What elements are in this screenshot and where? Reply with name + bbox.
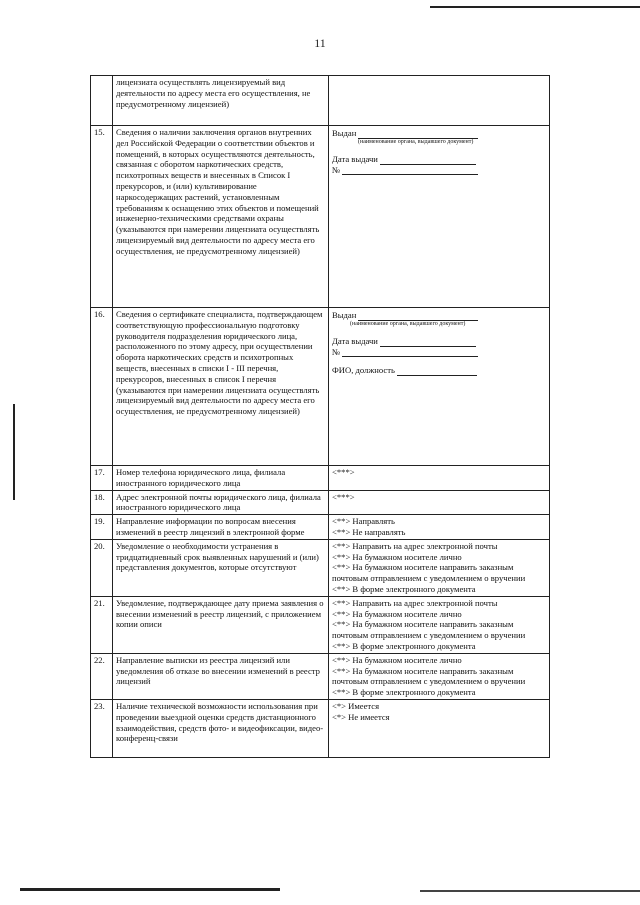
table-row [91,490,550,515]
row-description: Направление выписки из реестра лицензий или уведомления об отказе во внесении изменений в реестр лицензий [113,653,329,699]
document-number-field[interactable] [342,166,478,175]
row-number: 22. [91,653,113,699]
row-number: 17. [91,466,113,491]
issued-by-field[interactable] [358,312,478,321]
option-paper-registered-mail[interactable]: <**> На бумажном носителе направить заказным почтовым отправлением с уведомлением о вручении [332,665,526,687]
scan-edge-mark-top [430,6,640,8]
issued-by-note: (наименование органа, выдавшего документ) [350,320,466,327]
option-group [329,539,550,596]
row-number: 19. [91,515,113,540]
option-not-available[interactable]: <*> Не имеется [332,711,390,722]
document-number-field[interactable] [342,348,478,357]
option-group [329,699,550,757]
row-number [91,76,113,126]
option-group [329,653,550,699]
table-row [91,699,550,757]
table-row [91,515,550,540]
issue-date-label: Дата выдачи [332,335,378,346]
phone-field[interactable]: <***> [329,466,550,491]
fio-position-field[interactable] [397,367,477,376]
option-email[interactable]: <**> Направить на адрес электронной почты [332,540,498,551]
issued-by-label: Выдан [332,310,357,320]
row-number: 21. [91,596,113,653]
scan-edge-mark-left [13,404,15,500]
table-row [91,126,550,308]
row-description: Уведомление, подтверждающее дату приема заявления о внесении изменений в реестр лицензий, с приложением копии описи [113,596,329,653]
issue-date-field[interactable] [380,338,476,347]
row-description: Сведения о наличии заключения органов внутренних дел Российской Федерации о соответствии объектов и помещений, в которых осуществляются деятельность, связанная с оборотом наркотических средств, психотропных веществ и внесенных в Список I прекурсоров, и (или) культивирование наркосодержащих растений, установленным требованиям к оснащению этих объектов и помещений инженерно-техническими средствами охраны (указываются при намерении лицензиата осуществлять лицензируемый вид деятельности по адресу места его осуществления, не предусмотренному лицензией) [113,126,329,308]
number-label: № [332,164,341,175]
issued-by-note: (наименование органа, выдавшего документ) [358,138,474,145]
application-form-table [90,75,550,758]
row-value-empty[interactable] [329,76,550,126]
row-number: 16. [91,308,113,466]
option-paper-in-person[interactable]: <**> На бумажном носителе лично [332,608,462,619]
issued-by-field[interactable] [358,130,478,139]
row-number: 18. [91,490,113,515]
row-number: 15. [91,126,113,308]
page-number: 11 [314,36,326,50]
option-paper-registered-mail[interactable]: <**> На бумажном носителе направить заказным почтовым отправлением с уведомлением о вручении [332,619,526,641]
table-row [91,596,550,653]
email-field[interactable]: <***> [329,490,550,515]
table-row [91,308,550,466]
option-paper-in-person[interactable]: <**> На бумажном носителе лично [332,551,462,562]
table-row [91,539,550,596]
number-label: № [332,346,341,357]
row-description: Адрес электронной почты юридического лица, филиала иностранного юридического лица [113,490,329,515]
certificate-fields [329,126,550,308]
option-do-not-send[interactable]: <**> Не направлять [332,526,406,537]
row-description: Номер телефона юридического лица, филиала иностранного юридического лица [113,466,329,491]
option-send[interactable]: <**> Направлять [332,516,395,527]
specialist-certificate-fields [329,308,550,466]
issued-by-label: Выдан [332,128,357,138]
option-paper-in-person[interactable]: <**> На бумажном носителе лично [332,654,462,665]
option-available[interactable]: <*> Имеется [332,700,380,711]
scan-edge-mark-bottom [20,888,280,891]
scan-edge-mark-bottom-right [420,890,640,892]
row-description: Наличие технической возможности использования при проведении выездной оценки средств дистанционного взаимодействия, средств фото- и видеофиксации, видео-конференц-связи [113,699,329,757]
issue-date-label: Дата выдачи [332,153,378,164]
option-paper-registered-mail[interactable]: <**> На бумажном носителе направить заказным почтовым отправлением с уведомлением о вручении [332,562,526,584]
table-row [91,653,550,699]
option-email[interactable]: <**> Направить на адрес электронной почты [332,597,498,608]
option-electronic-document[interactable]: <**> В форме электронного документа [332,583,476,594]
row-description: лицензиата осуществлять лицензируемый вид деятельности по адресу места его осуществления, не предусмотренному лицензией) [113,76,329,126]
fio-position-label: ФИО, должность [332,365,395,376]
option-electronic-document[interactable]: <**> В форме электронного документа [332,640,476,651]
table-row [91,466,550,491]
row-description: Уведомление о необходимости устранения в тридцатидневный срок выявленных нарушений и (или) представления документов, которые отсутствуют [113,539,329,596]
option-group [329,596,550,653]
table-row [91,76,550,126]
row-description: Направление информации по вопросам внесения изменений в реестр лицензий в электронной форме [113,515,329,540]
row-number: 23. [91,699,113,757]
row-description: Сведения о сертификате специалиста, подтверждающем соответствующую профессиональную подготовку руководителя подразделения юридического лица, расположенного по этому адресу, при осуществлении оборота наркотических средств и психотропных веществ, внесенных в списки I - III перечня, прекурсоров, внесенных в список I перечня (указываются при намерении лицензиата осуществлять лицензируемый вид деятельности по адресу места его осуществления, не предусмотренному лицензией) [113,308,329,466]
option-electronic-document[interactable]: <**> В форме электронного документа [332,687,476,698]
option-group [329,515,550,540]
row-number: 20. [91,539,113,596]
issue-date-field[interactable] [380,156,476,165]
